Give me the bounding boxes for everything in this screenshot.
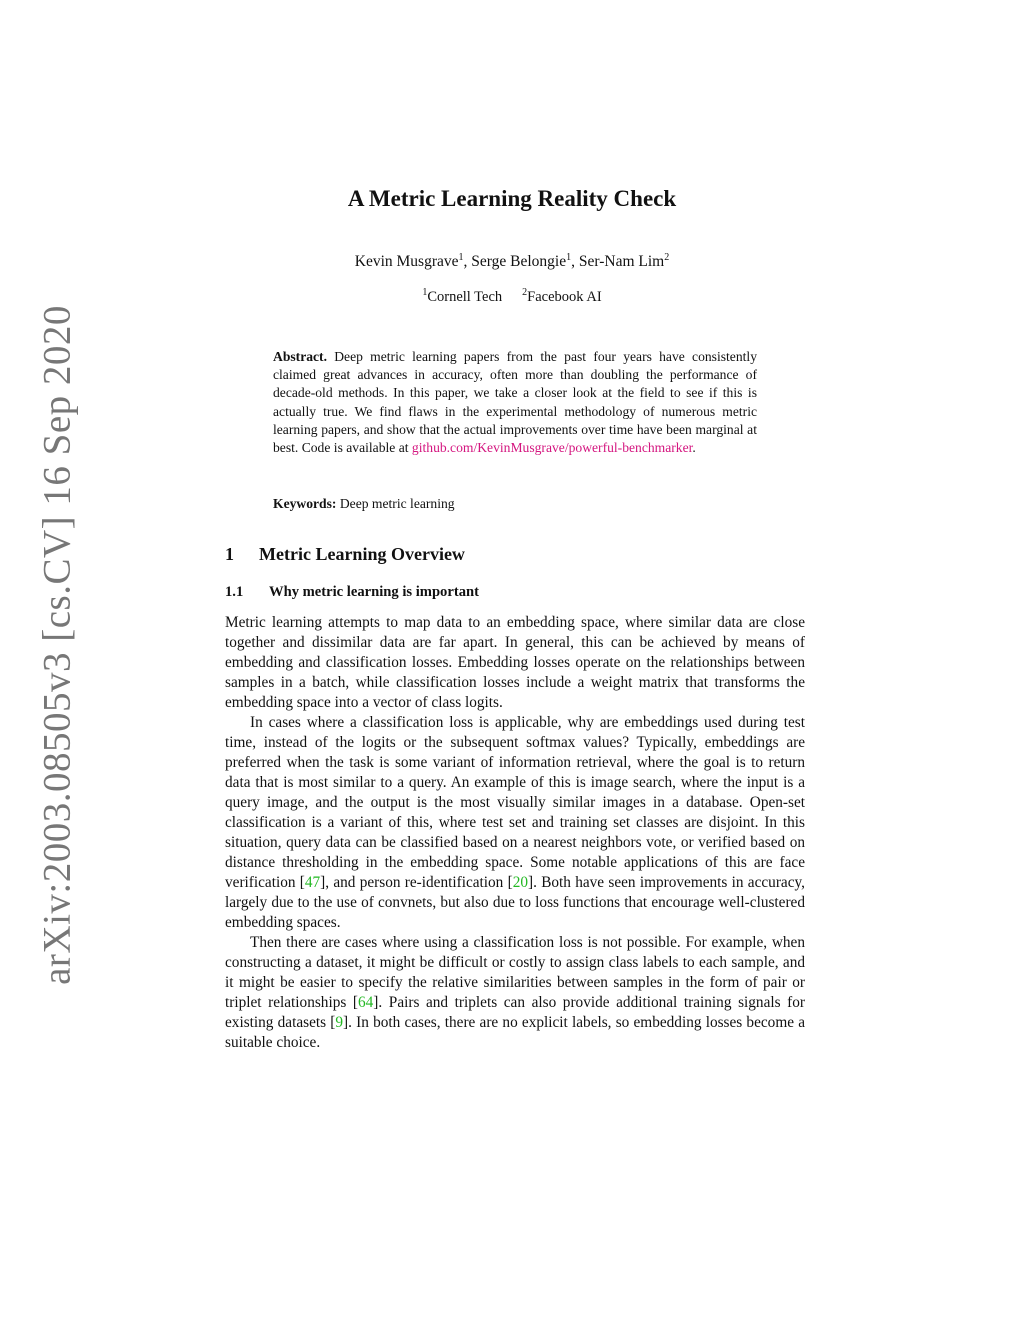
keywords <box>273 495 757 513</box>
section-title: Metric Learning Overview <box>259 544 465 564</box>
code-link[interactable]: github.com/KevinMusgrave/powerful-benchmarker <box>411 440 693 456</box>
paper-title: A Metric Learning Reality Check <box>347 186 677 211</box>
body-text <box>225 613 805 1053</box>
affiliation-list <box>0 289 1024 306</box>
section-number: 1 <box>225 544 234 564</box>
abstract-label: Abstract. <box>273 349 327 364</box>
paragraph <box>225 933 805 1053</box>
citation-link[interactable]: 20 <box>512 874 528 891</box>
paragraph-text: ]. In both cases, there are no explicit labels, so embedding losses become a suitable choice. <box>225 1014 805 1051</box>
author-name: Serge Belongie <box>471 253 567 270</box>
citation-link[interactable]: 64 <box>358 994 374 1011</box>
section-heading <box>225 544 465 565</box>
affil-mark: 2 <box>664 252 670 263</box>
subsection-title: Why metric learning is important <box>269 584 479 600</box>
author-list: Kevin Musgrave$^1$, Serge Belongie$^1$, Ser-Nam Lim$^2$ <box>354 252 670 270</box>
abstract <box>273 348 757 457</box>
citation-link[interactable]: 47 <box>304 874 321 891</box>
abstract-end: . <box>692 440 696 456</box>
citation-link[interactable]: 9 <box>335 1014 344 1031</box>
subsection-number: 1.1 <box>225 584 244 600</box>
author-name: Ser-Nam Lim <box>578 253 665 270</box>
affil-mark: 1 <box>422 287 428 298</box>
affiliation-name: Facebook AI <box>527 289 602 305</box>
affiliation-name: Cornell Tech <box>427 289 503 305</box>
author-name: Kevin Musgrave <box>354 253 459 270</box>
affil-mark: 1 <box>566 252 572 263</box>
affil-mark: 2 <box>522 287 528 298</box>
paragraph: Metric learning attempts to map data to an embedding space, where similar data are close together and dissimilar data are far apart. In general, this can be achieved by means of embedding and classification losses. Embedding losses operate on the relationships between samples in a batch, while classification losses include a weight matrix that transforms the embedding space into a vector of class logits. <box>225 614 805 711</box>
affil-mark: 1 <box>458 252 464 263</box>
paragraph-text: In cases where a classification loss is applicable, why are embeddings used during test time, instead of the logits or the subsequent softmax values? Typically, embeddings are preferred when the task is some variant of information retrieval, where the goal is to return data that is most similar to a query. An example of this is image search, where the input is a query image, and the output is the most visually similar images in a database. Open-set classification is a variant of this, where test set and training set classes are disjoint. In this situation, query data can be classified based on a nearest neighbors vote, or verified based on distance thresholding in the embedding space. Some notable applications of this are face verification [ <box>225 714 805 891</box>
keywords-label: Keywords: <box>273 496 337 511</box>
arxiv-side-stamp: arXiv:2003.08505v3 [cs.CV] 16 Sep 2020 <box>35 305 79 985</box>
paragraph <box>225 713 805 933</box>
paragraph-text: Then there are cases where using a classification loss is not possible. For example, when constructing a dataset, it might be difficult or costly to assign class labels to each sample, and it might be easier to specify the relative similarities between samples in the form of pair or triplet relationships [ <box>225 934 805 1011</box>
subsection-heading <box>225 584 479 601</box>
abstract-text: Deep metric learning papers from the past four years have consistently claimed great advances in accuracy, often more than doubling the performance of decade-old methods. In this paper, we take a closer look at the field to see if this is actually true. We find flaws in the experimental methodology of numerous metric learning papers, and show that the actual improvements over time have been marginal at best. Code is available at <box>273 349 757 456</box>
paragraph-text: ]. Both have seen improvements in accuracy, largely due to the use of convnets, but also due to loss functions that encourage well-clustered embedding spaces. <box>225 874 805 931</box>
keywords-text: Deep metric learning <box>339 496 455 511</box>
paragraph-text: ], and person re-identification [ <box>320 874 513 891</box>
paragraph-text: ]. Pairs and triplets can also provide additional training signals for existing datasets [ <box>225 994 805 1031</box>
